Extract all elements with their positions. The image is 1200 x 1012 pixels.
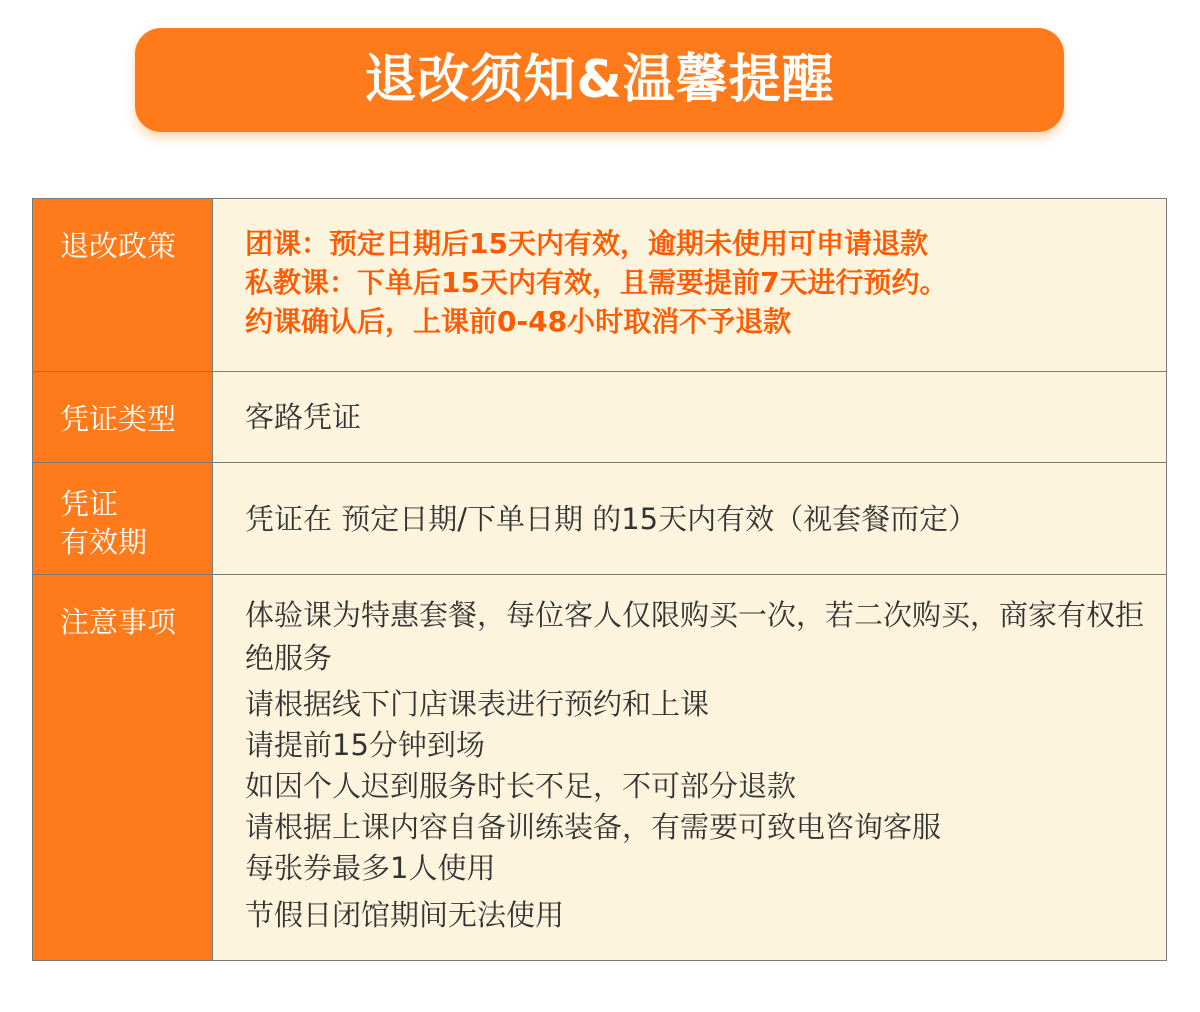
- note-item: 请根据上课内容自备训练装备，有需要可致电咨询客服: [245, 810, 942, 844]
- note-item: 节假日闭馆期间无法使用: [245, 898, 565, 932]
- note-item: 如因个人迟到服务时长不足，不可部分退款: [245, 769, 797, 803]
- table-row-validity: [33, 463, 1167, 575]
- validity-label: [33, 463, 213, 575]
- policy-label: 退改政策: [33, 199, 213, 372]
- voucher-type-label: 凭证类型: [33, 372, 213, 463]
- notes-label: 注意事项: [33, 575, 213, 961]
- table-row-policy: [33, 199, 1167, 372]
- voucher-type-value: 客路凭证: [213, 372, 1167, 463]
- notice-table: [32, 198, 1167, 961]
- header-banner: [135, 28, 1064, 132]
- note-item: 每张券最多1人使用: [245, 851, 496, 885]
- table-row-notes: [33, 575, 1167, 961]
- page-title: 退改须知&温馨提醒: [364, 50, 835, 110]
- policy-line: 私教课：下单后15天内有效，且需要提前7天进行预约。: [245, 266, 948, 299]
- policy-line: 团课：预定日期后15天内有效，逾期未使用可申请退款: [245, 227, 928, 260]
- notes-content: [213, 575, 1167, 961]
- note-item: 请提前15分钟到场: [245, 728, 485, 762]
- validity-label-line: 凭证: [60, 487, 119, 521]
- validity-value: 凭证在 预定日期/下单日期 的15天内有效（视套餐而定）: [213, 463, 1167, 575]
- policy-content: [213, 199, 1167, 372]
- table-row-voucher-type: [33, 372, 1167, 463]
- policy-line: 约课确认后，上课前0-48小时取消不予退款: [245, 305, 792, 338]
- validity-label-line: 有效期: [60, 525, 148, 559]
- note-item: 体验课为特惠套餐，每位客人仅限购买一次，若二次购买，商家有权拒绝服务: [245, 598, 1145, 675]
- note-item: 请根据线下门店课表进行预约和上课: [245, 687, 710, 721]
